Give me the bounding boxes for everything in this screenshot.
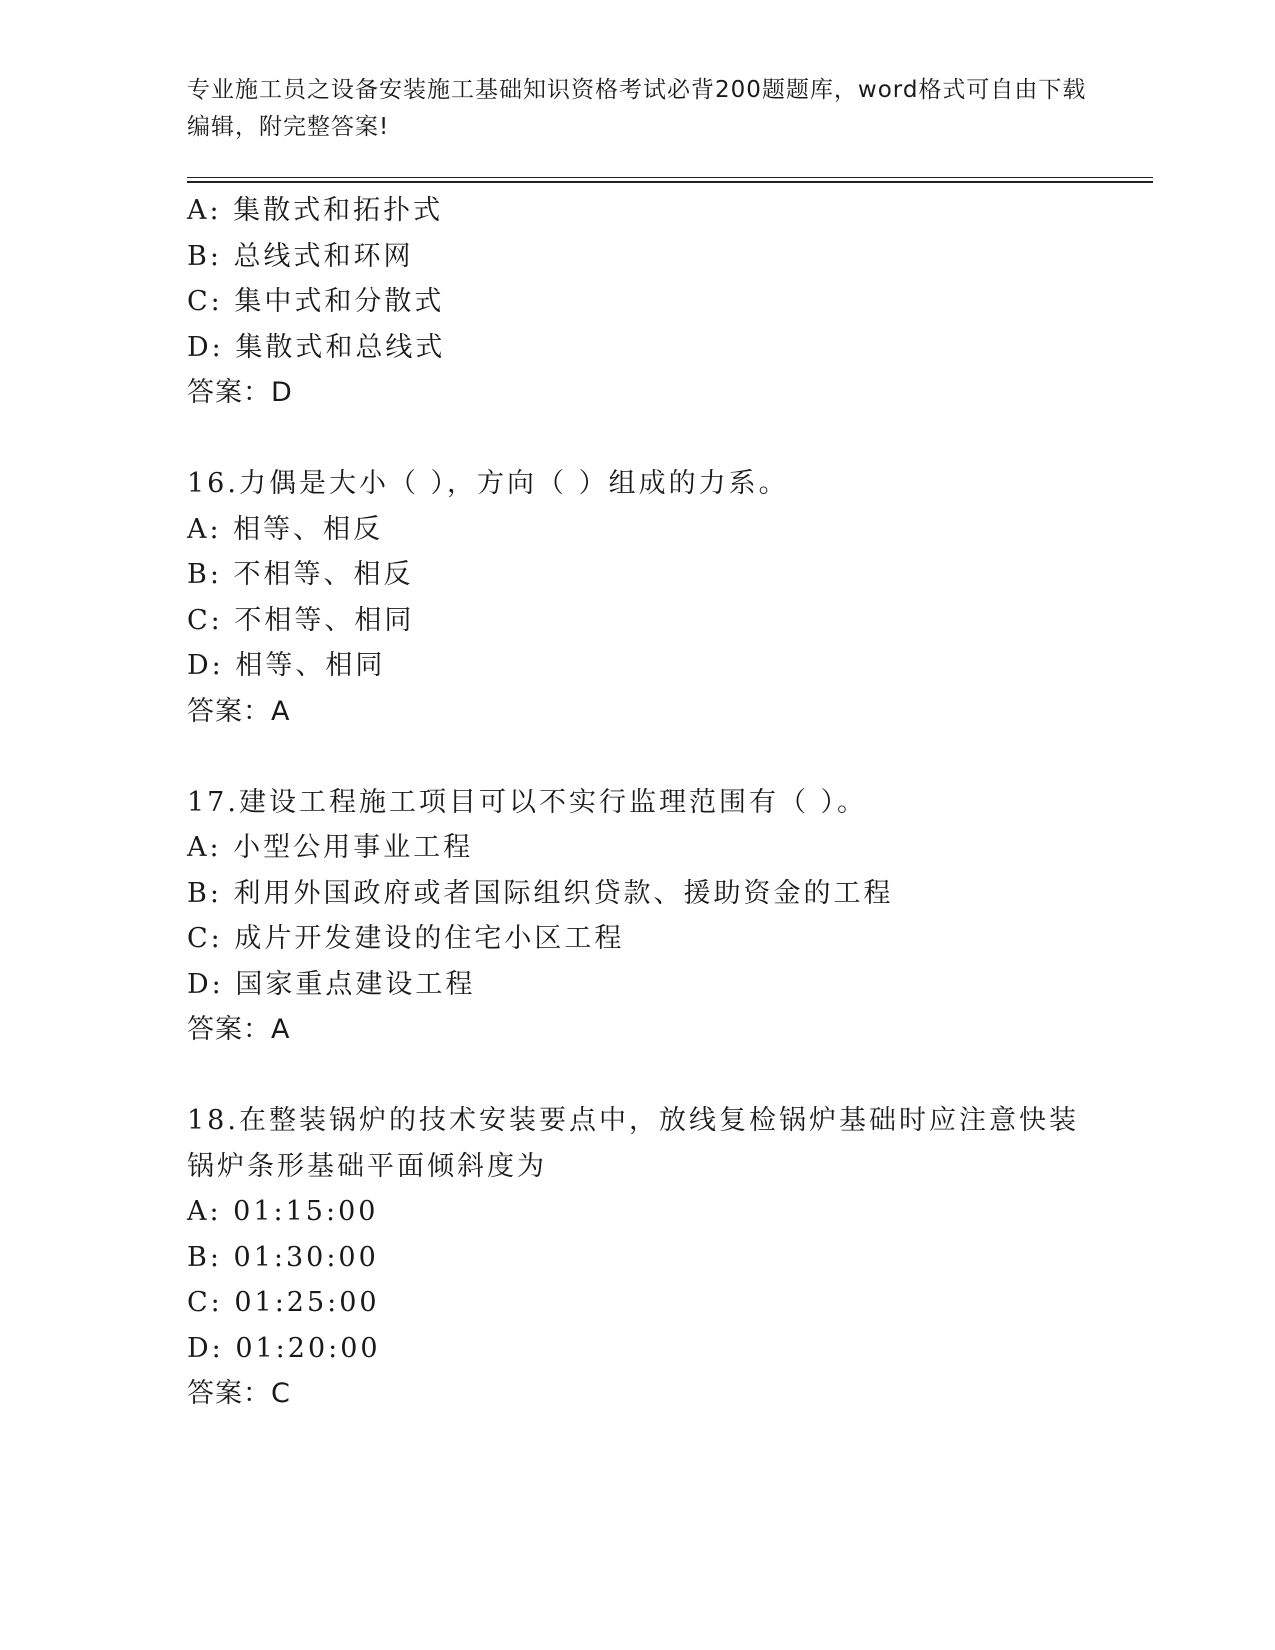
option-c: C: 集中式和分散式 [187, 286, 445, 317]
option-c: C: 不相等、相同 [187, 604, 415, 636]
question-block-17 [187, 780, 1153, 1053]
option-d: D: 集散式和总线式 [187, 331, 446, 363]
header-divider [187, 177, 1153, 183]
option-d: D: 01:20:00 [187, 1332, 381, 1364]
document-header-title: 专业施工员之设备安装施工基础知识资格考试必背200题题库，word格式可自由下载编辑，附完整答案! [187, 77, 1087, 140]
option-b: B: 利用外国政府或者国际组织贷款、援助资金的工程 [187, 877, 894, 909]
question-text: 17.建设工程施工项目可以不实行监理范围有（ ）。 [187, 786, 868, 818]
option-a: A: 集散式和拓扑式 [187, 195, 444, 226]
option-a: A: 小型公用事业工程 [187, 832, 474, 863]
option-b: B: 总线式和环网 [187, 240, 414, 272]
option-b: B: 01:30:00 [187, 1241, 379, 1273]
question-text: 16.力偶是大小（ ），方向（ ）组成的力系。 [187, 468, 789, 499]
question-block-15 [187, 188, 1153, 416]
option-c: C: 成片开发建设的住宅小区工程 [187, 923, 625, 954]
question-text: 18.在整装锅炉的技术安装要点中，放线复检锅炉基础时应注意快装锅炉条形基础平面倾斜度为 [187, 1105, 1079, 1182]
option-c: C: 01:25:00 [187, 1287, 380, 1318]
spacer [187, 416, 1153, 462]
question-list [187, 188, 1153, 1417]
option-a: A: 相等、相反 [187, 513, 384, 545]
spacer [187, 734, 1153, 780]
option-b: B: 不相等、相反 [187, 559, 414, 590]
option-a: A: 01:15:00 [187, 1196, 379, 1227]
spacer [187, 1053, 1153, 1099]
answer-line: 答案：A [187, 1014, 291, 1045]
option-d: D: 相等、相同 [187, 650, 386, 681]
answer-line: 答案：A [187, 695, 291, 727]
question-block-18 [187, 1098, 1153, 1417]
option-d: D: 国家重点建设工程 [187, 968, 476, 1000]
answer-line: 答案：C [187, 1378, 291, 1409]
question-block-16 [187, 461, 1153, 734]
answer-line: 答案：D [187, 377, 293, 408]
